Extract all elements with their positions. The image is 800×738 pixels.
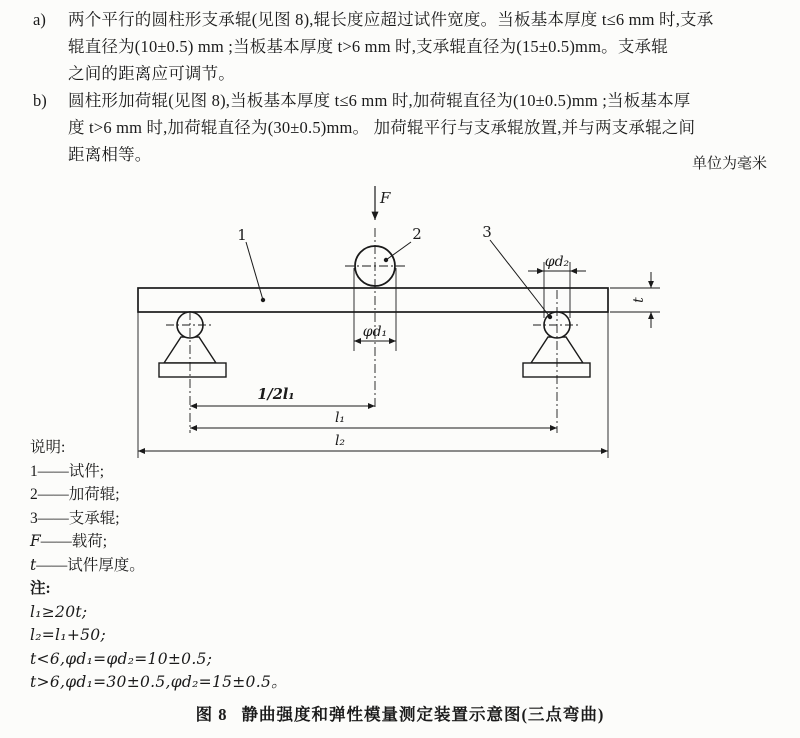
legend-title: 说明:	[30, 439, 66, 456]
paragraph-a-label: a)	[33, 10, 46, 29]
part-label-specimen: 1	[237, 226, 247, 244]
units-note: 单位为毫米	[691, 156, 767, 172]
note-item: t>6,φd₁=30±0.5,φd₂=15±0.5。	[30, 673, 287, 691]
legend-item	[30, 554, 145, 578]
force-label: F	[380, 189, 391, 207]
legend-text: ——支承辊;	[37, 509, 120, 527]
notes-section	[30, 577, 287, 695]
dim-label-l2: l₂	[334, 433, 346, 449]
paragraph-b-label: b)	[33, 91, 47, 110]
paragraph-a-line: 之间的距离应可调节。	[68, 64, 235, 83]
legend-key: 3	[30, 509, 38, 527]
figure-number: 图 8	[195, 705, 228, 724]
note-item: l₂=l₁+50;	[30, 626, 106, 644]
support-left	[159, 311, 226, 433]
legend-item	[30, 483, 145, 507]
leader-line-loading-roller	[386, 242, 411, 260]
legend-text: ——试件厚度。	[36, 556, 145, 574]
leader-dot-loading-roller	[384, 258, 388, 262]
dimension-t	[610, 272, 660, 328]
figure-diagram	[0, 175, 800, 470]
dim-label-half-l1: 1/2l₁	[257, 386, 295, 403]
dimension-l1	[190, 410, 557, 428]
paragraph-b	[33, 87, 778, 168]
paragraph-b-line: 距离相等。	[68, 145, 152, 164]
three-point-bending-diagram	[0, 175, 800, 470]
legend-key: 1	[30, 462, 38, 480]
note-item: t<6,φd₁=φd₂=10±0.5;	[30, 649, 213, 668]
legend-text: ——加荷辊;	[37, 486, 120, 503]
legend-item	[30, 460, 145, 484]
part-label-support-roller: 3	[482, 223, 492, 241]
paragraph-a-line: 辊直径为(10±0.5) mm ;当板基本厚度 t>6 mm 时,支承辊直径为(15±0.5)mm。支承辊	[68, 37, 668, 56]
dim-label-t: t	[631, 297, 647, 303]
legend-key: t	[30, 555, 37, 574]
figure-caption	[0, 701, 800, 725]
paragraph-a-line: 两个平行的圆柱形支承辊(见图 8),辊长度应超过试件宽度。当板基本厚度 t≤6 mm 时,支承	[68, 10, 714, 29]
leader-dot-specimen	[261, 298, 265, 302]
legend-item	[30, 530, 145, 554]
specimen-beam	[138, 288, 608, 312]
part-label-loading-roller: 2	[412, 225, 422, 243]
dimension-l2	[138, 433, 608, 451]
dim-label-d2: φd₂	[544, 254, 570, 270]
paragraph-b-line: 圆柱形加荷辊(见图 8),当板基本厚度 t≤6 mm 时,加荷辊直径为(10±0.5)mm ;当板基本厚	[68, 91, 691, 110]
legend-section	[30, 436, 145, 577]
dim-label-d1: φd₁	[362, 324, 388, 340]
support-left-base	[159, 363, 226, 377]
legend-key: 2	[30, 486, 38, 503]
dimension-half-l1	[190, 386, 375, 406]
paragraph-a	[33, 6, 778, 87]
requirements-section	[33, 6, 778, 168]
notes-title: 注:	[30, 580, 51, 597]
figure-title: 静曲强度和弹性模量测定装置示意图(三点弯曲)	[241, 705, 605, 724]
legend-item	[30, 507, 145, 531]
support-right-base	[523, 363, 590, 377]
paragraph-b-line: 度 t>6 mm 时,加荷辊直径为(30±0.5)mm。 加荷辊平行与支承辊放置,并与两支承辊之间	[68, 118, 696, 137]
legend-key: F	[30, 532, 41, 550]
leader-dot-support-roller	[548, 315, 552, 319]
note-item: l₁≥20t;	[30, 602, 88, 621]
dim-label-l1: l₁	[334, 410, 346, 426]
legend-text: ——试件;	[37, 462, 105, 480]
legend-text: ——载荷;	[40, 533, 108, 550]
